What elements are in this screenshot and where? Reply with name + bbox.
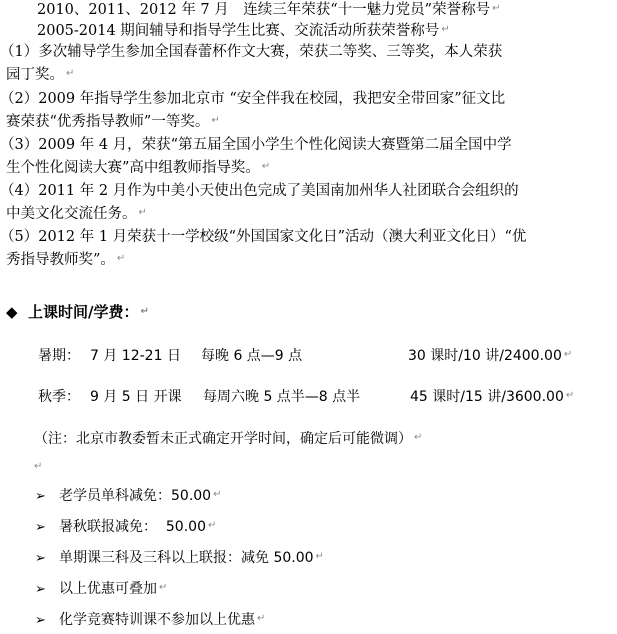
- discount-item-3: [35, 547, 324, 567]
- discount-item-1: [35, 485, 221, 505]
- discount-item-2: [35, 516, 216, 536]
- arrow-bullet-icon: ➢: [35, 551, 46, 566]
- paragraph-mark-icon: ↵: [159, 582, 168, 593]
- paragraph-mark-icon: ↵: [414, 432, 423, 443]
- paragraph-mark-icon: ↵: [315, 551, 324, 562]
- paragraph-mark-icon: ↵: [492, 3, 501, 14]
- award-1-line-2: [6, 65, 74, 87]
- schedule-row-summer: [38, 345, 573, 365]
- intro-text: 2005-2014 期间辅导和指导学生比赛、交流活动所获荣誉称号: [8, 23, 440, 39]
- award-5-line-1: [0, 227, 526, 247]
- award-text: （5）2012 年 1 月荣获十一学校级“外国国家文化日”活动（澳大利亚文化日）“优: [0, 229, 527, 245]
- schedule-dates: 7 月 12-21 日: [90, 348, 181, 364]
- discount-text: 以上优惠可叠加: [59, 581, 157, 597]
- paragraph-mark-icon: ↵: [441, 24, 450, 35]
- award-2-line-2: [6, 112, 220, 134]
- schedule-time: 每晚 6 点—9 点: [201, 348, 303, 364]
- discount-text: 化学竞赛特训课不参加以上优惠: [59, 612, 255, 628]
- award-text: （3）2009 年 4 月，荣获“第五届全国小学生个性化阅读大赛暨第二届全国中学: [0, 137, 512, 153]
- award-text: （4）2011 年 2 月作为中美小天使出色完成了美国南加州华人社团联合会组织的: [0, 183, 519, 199]
- note-text: （注：北京市教委暂未正式确定开学时间，确定后可能微调）: [34, 431, 412, 447]
- schedule-row-autumn: [38, 386, 575, 406]
- award-1-line-1: [0, 42, 502, 62]
- award-text: 中美文化交流任务。: [6, 206, 137, 222]
- award-text: （1）多次辅导学生参加全国春蕾杯作文大赛，荣获二等奖、三等奖，本人荣获: [0, 44, 503, 60]
- award-4-line-1: [0, 181, 519, 201]
- schedule-label: 暑期：: [38, 348, 80, 364]
- award-text: 园丁奖。: [6, 67, 64, 83]
- award-text: 生个性化阅读大赛”高中组教师指导奖。: [6, 160, 260, 176]
- paragraph-mark-icon: ↵: [138, 207, 147, 218]
- paragraph-mark-icon: ↵: [34, 461, 43, 472]
- award-4-line-2: [6, 204, 147, 226]
- arrow-bullet-icon: ➢: [35, 520, 46, 535]
- paragraph-mark-icon: ↵: [207, 520, 217, 531]
- diamond-bullet-icon: ◆: [6, 303, 18, 321]
- schedule-fee: 45 课时/15 讲/3600.00 ↵: [410, 389, 575, 405]
- paragraph-mark-icon: ↵: [211, 115, 220, 126]
- paragraph-mark-icon: ↵: [563, 349, 573, 360]
- section-heading: [6, 301, 149, 322]
- note-line: [34, 428, 422, 448]
- paragraph-mark-icon: ↵: [66, 68, 75, 79]
- arrow-bullet-icon: ➢: [35, 489, 46, 504]
- award-text: 秀指导教师奖”。: [6, 252, 115, 268]
- award-3-line-1: [0, 135, 512, 155]
- section-title: 上课时间/学费：: [28, 303, 139, 321]
- award-2-line-1: [0, 89, 505, 109]
- arrow-bullet-icon: ➢: [35, 582, 46, 597]
- arrow-bullet-icon: ➢: [35, 613, 46, 628]
- paragraph-mark-icon: ↵: [565, 390, 575, 401]
- intro-line-2: [8, 21, 450, 43]
- paragraph-mark-icon: ↵: [140, 306, 149, 317]
- award-5-line-2: [6, 250, 125, 272]
- schedule-fee: 30 课时/10 讲/2400.00 ↵: [408, 348, 573, 364]
- intro-line-1: [8, 0, 500, 22]
- paragraph-mark-icon: ↵: [257, 613, 266, 624]
- schedule-dates: 9 月 5 日 开课: [90, 389, 182, 405]
- schedule-label: 秋季：: [38, 389, 80, 405]
- discount-text: 暑秋联报减免： 50.00: [59, 519, 206, 535]
- paragraph-mark-icon: ↵: [213, 489, 222, 500]
- award-text: 赛荣获“优秀指导教师”一等奖。: [6, 114, 210, 130]
- intro-text: 2010、2011、2012 年 7 月 连续三年荣获“十一魅力党员”荣誉称号: [8, 2, 491, 18]
- discount-item-4: [35, 578, 167, 598]
- discount-text: 老学员单科减免：50.00: [59, 488, 212, 504]
- discount-text: 单期课三科及三科以上联报：减免 50.00: [59, 550, 314, 566]
- award-3-line-2: [6, 158, 270, 180]
- schedule-time: 每周六晚 5 点半—8 点半: [203, 389, 361, 405]
- paragraph-mark-icon: ↵: [116, 253, 126, 264]
- paragraph-mark-icon: ↵: [261, 161, 271, 172]
- discount-item-5: [35, 609, 265, 629]
- award-text: （2）2009 年指导学生参加北京市 “安全伴我在校园，我把安全带回家”征文比: [0, 91, 506, 107]
